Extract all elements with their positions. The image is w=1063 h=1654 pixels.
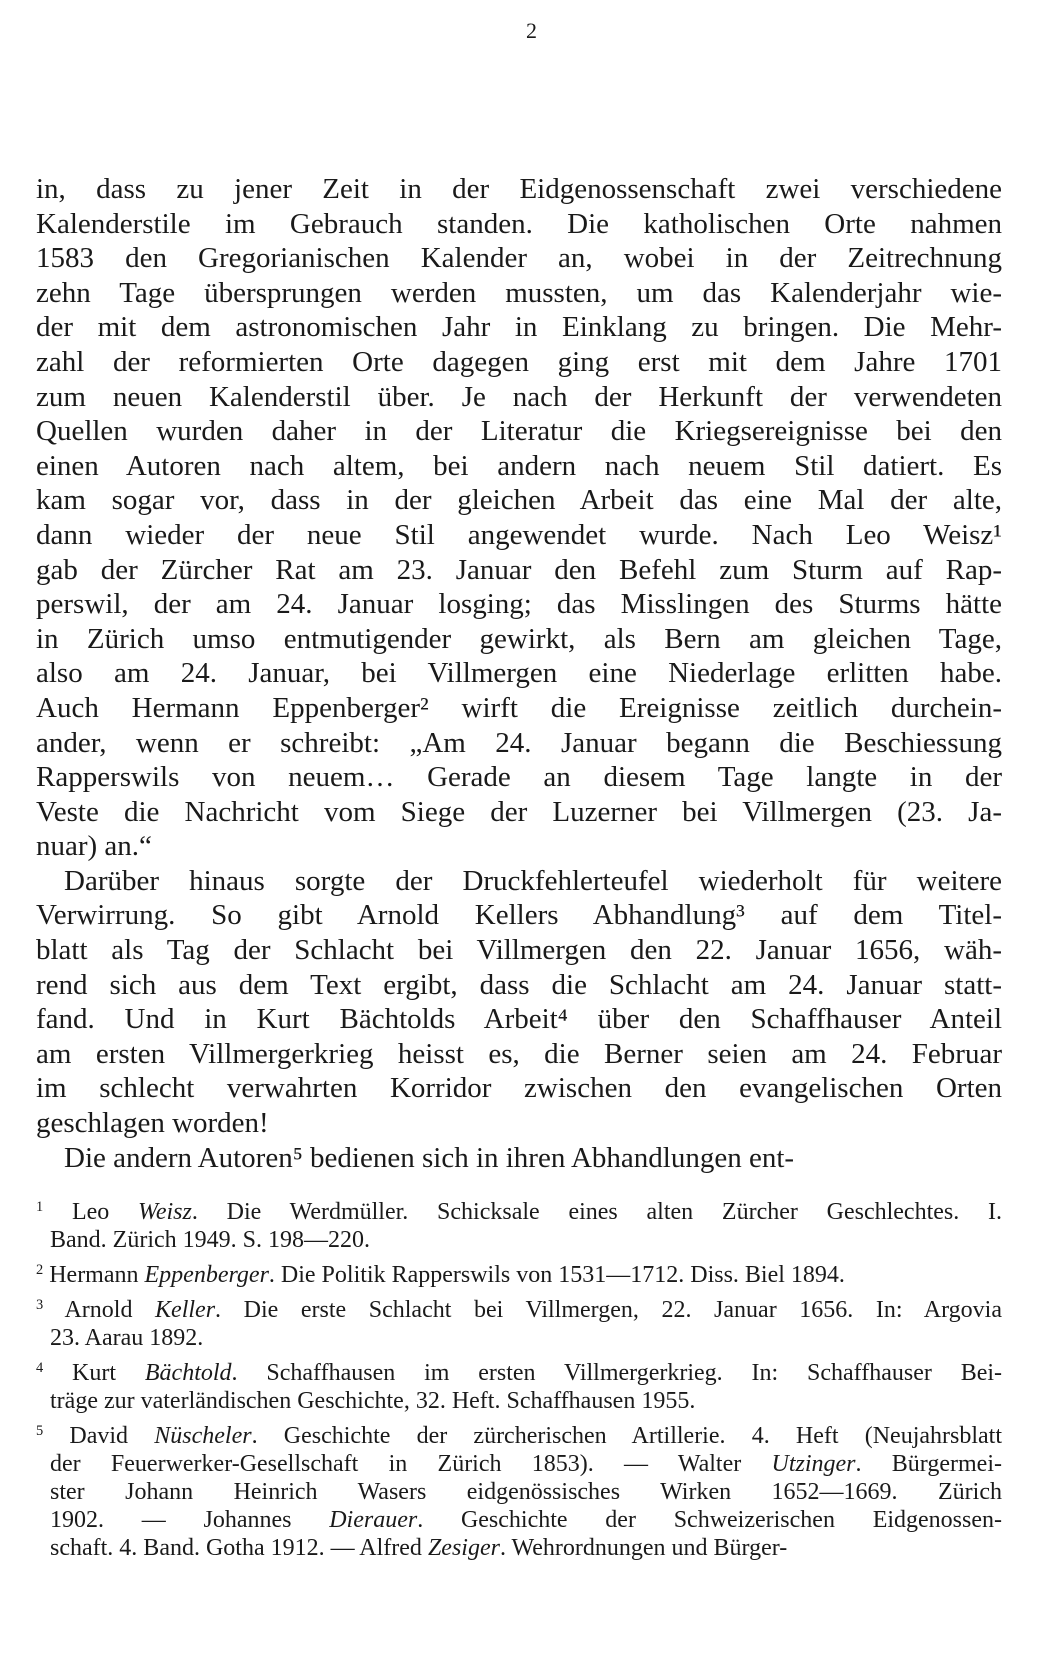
text-line: ander, wenn er schreibt: „Am 24. Januar begann die Beschiessung: [36, 726, 1002, 759]
footnote-text: Kurt: [72, 1360, 145, 1386]
text-line: nuar) an.“: [36, 830, 152, 863]
text-line: Rapperswils von neuem… Gerade an diesem Tage langte in der: [36, 761, 1002, 794]
text-line: Auch Hermann Eppenberger² wirft die Ereignisse zeitlich durchein-: [36, 691, 1002, 724]
text-line: in, dass zu jener Zeit in der Eidgenossenschaft zwei verschiedene: [36, 173, 1002, 205]
footnote-text: . Bürgermei-: [855, 1451, 1002, 1477]
text-line: Veste die Nachricht vom Siege der Luzerner bei Villmergen (23. Ja-: [36, 795, 1002, 828]
text-line: in Zürich umso entmutigender gewirkt, als Bern am gleichen Tage,: [36, 622, 1002, 655]
footnote-text: . Die Politik Rapperswils von 1531—1712. Diss. Biel 1894.: [268, 1262, 845, 1288]
author-name: Bächtold: [144, 1360, 232, 1386]
footnotes: [36, 1198, 1002, 1569]
footnote-text: . Die Werdmüller. Schicksale eines alten Zürcher Geschlechtes. I.: [191, 1199, 1002, 1225]
text-line: zum neuen Kalenderstil über. Je nach der Herkunft der verwendeten: [36, 380, 1002, 413]
text-line: zehn Tage übersprungen werden mussten, um das Kalenderjahr wie-: [36, 276, 1002, 309]
footnote-mark: 3: [36, 1297, 44, 1314]
paragraph: [36, 172, 1002, 864]
page-number: 2: [526, 18, 537, 43]
footnote-mark: 1: [36, 1199, 44, 1216]
footnote: [36, 1359, 1002, 1415]
author-name: Weisz: [138, 1199, 192, 1225]
footnote-line: [36, 1226, 1002, 1254]
text-line: der mit dem astronomischen Jahr in Einklang zu bringen. Die Mehr-: [36, 311, 1002, 344]
footnote: [36, 1296, 1002, 1352]
body-text: [36, 172, 1002, 1175]
footnote-text: . Die erste Schlacht bei Villmergen, 22. Januar 1656. In: Argovia: [215, 1297, 1002, 1323]
footnote-line: [36, 1261, 1002, 1289]
text-line: 1583 den Gregorianischen Kalender an, wobei in der Zeitrechnung: [36, 242, 1002, 275]
footnote-text: . Schaffhausen im ersten Villmergerkrieg. In: Schaffhauser Bei-: [231, 1360, 1003, 1386]
author-name: Utzinger: [771, 1451, 856, 1477]
text-line: rend sich aus dem Text ergibt, dass die Schlacht am 24. Januar statt-: [36, 968, 1002, 1001]
footnote-text: schaft. 4. Band. Gotha 1912. — Alfred: [50, 1535, 428, 1561]
author-name: Dierauer: [329, 1507, 418, 1533]
text-line: blatt als Tag der Schlacht bei Villmergen den 22. Januar 1656, wäh-: [36, 934, 1002, 967]
text-line: im schlecht verwahrten Korridor zwischen den evangelischen Orten: [36, 1072, 1002, 1105]
footnote-line: [36, 1359, 1002, 1387]
footnote-mark: 4: [36, 1360, 44, 1377]
text-line: Quellen wurden daher in der Literatur die Kriegsereignisse bei den: [36, 415, 1002, 448]
footnote-line: [36, 1534, 1002, 1562]
footnote: [36, 1198, 1002, 1254]
paragraph: [36, 1141, 1002, 1176]
footnote-line: [36, 1387, 1002, 1415]
footnote-text: 23. Aarau 1892.: [50, 1325, 204, 1351]
footnote-text: Arnold: [64, 1297, 156, 1323]
author-name: Zesiger: [427, 1535, 500, 1561]
footnote-line: [36, 1422, 1002, 1450]
footnote: [36, 1261, 1002, 1289]
text-line: geschlagen worden!: [36, 1107, 269, 1140]
footnote-text: David: [69, 1423, 155, 1449]
text-line: Darüber hinaus sorgte der Druckfehlerteufel wiederholt für weitere: [64, 864, 1002, 897]
author-name: Eppenberger: [144, 1262, 269, 1288]
author-name: Keller: [155, 1297, 216, 1323]
footnote-line: [36, 1506, 1002, 1534]
footnote-text: . Geschichte der Schweizerischen Eidgenossen-: [417, 1507, 1003, 1533]
footnote-mark: 2: [36, 1262, 44, 1279]
footnote-line: [36, 1450, 1002, 1478]
footnote-line: [36, 1478, 1002, 1506]
text-line: Kalenderstile im Gebrauch standen. Die katholischen Orte nahmen: [36, 207, 1002, 240]
author-name: Nüscheler: [154, 1423, 252, 1449]
text-line: kam sogar vor, dass in der gleichen Arbeit das eine Mal der alte,: [36, 484, 1002, 517]
text-line: fand. Und in Kurt Bächtolds Arbeit⁴ über den Schaffhauser Anteil: [36, 1003, 1002, 1036]
footnote-text: träge zur vaterländischen Geschichte, 32. Heft. Schaffhausen 1955.: [50, 1388, 696, 1414]
footnote-text: . Geschichte der zürcherischen Artillerie. 4. Heft (Neujahrsblatt: [251, 1423, 1003, 1449]
text-line: gab der Zürcher Rat am 23. Januar den Befehl zum Sturm auf Rap-: [36, 553, 1002, 586]
footnote-text: Hermann: [49, 1262, 145, 1288]
footnote-text: ster Johann Heinrich Wasers eidgenössisches Wirken 1652—1669. Zürich: [50, 1479, 1002, 1505]
footnote-text: . Wehrordnungen und Bürger-: [499, 1535, 788, 1561]
footnote-mark: 5: [36, 1423, 44, 1440]
footnote-text: Leo: [71, 1199, 139, 1225]
text-line: also am 24. Januar, bei Villmergen eine Niederlage erlitten habe.: [36, 657, 1002, 690]
text-line: zahl der reformierten Orte dagegen ging erst mit dem Jahre 1701: [36, 345, 1002, 378]
footnote: [36, 1422, 1002, 1562]
text-line: einen Autoren nach altem, bei andern nach neuem Stil datiert. Es: [36, 449, 1002, 482]
footnote-text: 1902. — Johannes: [50, 1507, 330, 1533]
footnote-text: der Feuerwerker-Gesellschaft in Zürich 1853). — Walter: [50, 1451, 772, 1477]
footnote-text: Band. Zürich 1949. S. 198—220.: [50, 1227, 370, 1253]
footnote-line: [36, 1198, 1002, 1226]
paragraph: [36, 864, 1002, 1141]
text-line: Verwirrung. So gibt Arnold Kellers Abhandlung³ auf dem Titel-: [36, 899, 1002, 932]
text-line: perswil, der am 24. Januar losging; das Misslingen des Sturms hätte: [36, 588, 1002, 621]
text-line: Die andern Autoren⁵ bedienen sich in ihren Abhandlungen ent-: [64, 1141, 795, 1174]
text-line: dann wieder der neue Stil angewendet wurde. Nach Leo Weisz¹: [36, 518, 1002, 551]
footnote-line: [36, 1324, 1002, 1352]
text-line: am ersten Villmergerkrieg heisst es, die Berner seien am 24. Februar: [36, 1037, 1002, 1070]
footnote-line: [36, 1296, 1002, 1324]
